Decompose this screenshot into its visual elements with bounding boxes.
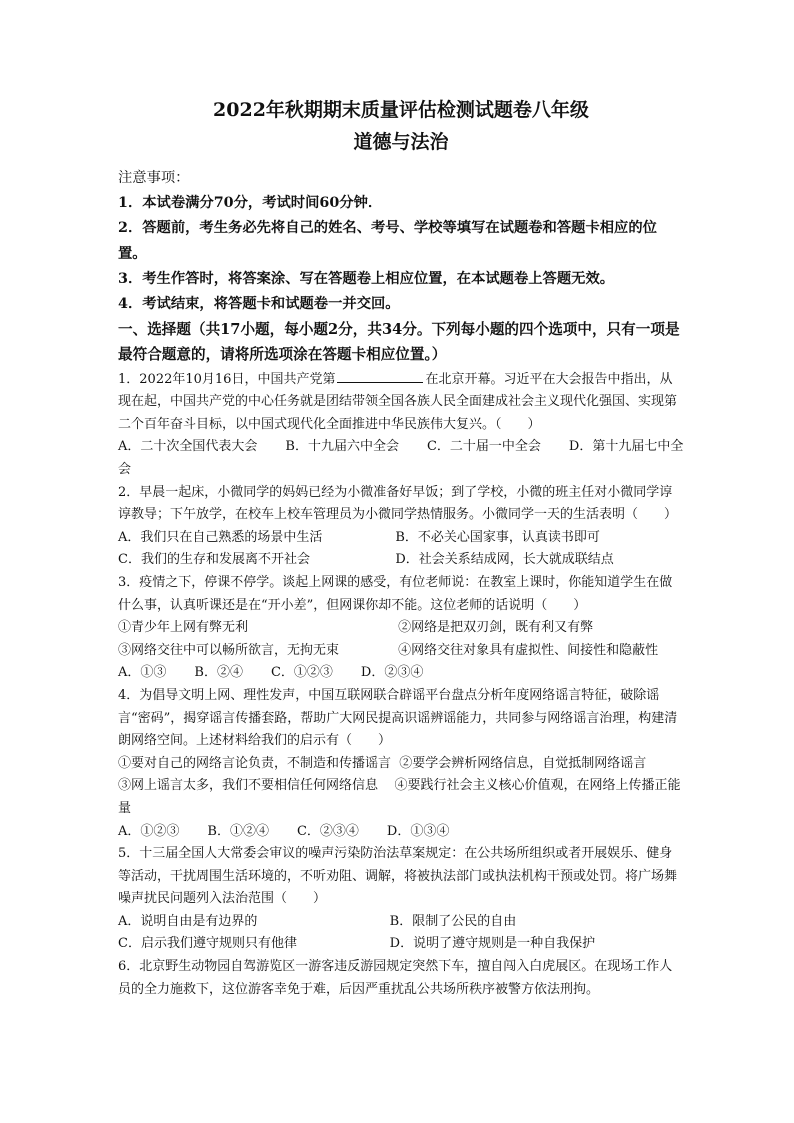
statement-1: ①青少年上网有弊无利 [118,620,249,636]
option-a: A．二十次全国代表大会 [118,439,258,455]
question-2-options [118,527,684,572]
question-3-stem: 3．疫情之下，停课不停学。谈起上网课的感受，有位老师说：在教室上课时，你能知道学生在做什么事，认真听课还是在“开小差”，但网课你却不能。这位老师的话说明（ ） [118,574,673,613]
option-a: A．①②③ [118,823,180,839]
option-d: D．社会关系结成网，长大就成联结点 [395,552,614,568]
option-a: A．①③ [118,665,167,681]
question-2-stem: 2．早晨一起床，小微同学的妈妈已经为小微准备好早饭；到了学校，小微的班主任对小微同学谆谆教导；下午放学，在校车上校车管理员为小微同学热情服务。小微同学一天的生活表明（ ） [118,484,678,523]
question-6 [118,956,684,1001]
notice-item: 2．答题前，考生务必先将自己的姓名、考号、学校等填写在试题卷和答题卡相应的位置。 [118,220,657,262]
option-d: D．②③④ [360,665,424,681]
question-1-options [118,436,684,481]
question-5 [118,843,684,956]
option-a: A．我们只在自己熟悉的场景中生活 [118,529,323,545]
question-6-stem: 6．北京野生动物园自驾游览区一游客违反游园规定突然下车，擅自闯入白虎展区。在现场工作人员的全力施救下，这位游客幸免于难，后因严重扰乱公共场所秩序被警方依法刑拘。 [118,959,673,997]
question-4-stem: 4．为倡导文明上网、理性发声，中国互联网联合辟谣平台盘点分析年度网络谣言特征，破除谣言“密码”，揭穿谣言传播套路，帮助广大网民提高识谣辨谣能力，共同参与网络谣言治理，构建清朗网络空间。上述材料给我们的启示有（ ） [118,687,678,749]
statement-3: ③网上谣言太多，我们不要相信任何网络信息 [118,778,379,794]
option-c: C．我们的生存和发展离不开社会 [118,552,310,568]
question-2 [118,482,684,572]
question-1-stem-pre: 1．2022年10月16日，中国共产党第 [118,371,336,387]
statement-3: ③网络交往中可以畅所欲言，无拘无束 [118,642,340,658]
statement-1: ①要对自己的网络言论负责，不制造和传播谣言 [118,755,392,771]
question-4 [118,685,684,843]
option-b: B．②④ [194,665,243,681]
question-4-options [118,821,684,844]
question-3-options [118,662,684,685]
option-c: C．启示我们遵守规则只有他律 [118,936,297,952]
question-4-statements [118,753,684,821]
question-3 [118,572,684,685]
notice-item: 4．考试结束，将答题卡和试题卷一并交回。 [118,296,400,313]
notice-item: 1．本试卷满分70分，考试时间60分钟． [118,195,383,212]
notice-block [118,166,684,317]
option-b: B．①②④ [207,823,269,839]
exam-title: 2022年秋期期末质量评估检测试题卷八年级 [213,99,589,121]
exam-page [118,96,684,1001]
question-1-stem [118,368,684,437]
option-c: C．②③④ [296,823,359,839]
option-d: D．第十九届七中全会 [118,439,684,477]
notice-heading: 注意事项： [118,170,190,186]
option-d: D．说明了遵守规则是一种自我保护 [389,936,596,952]
statement-2: ②网络是把双刃剑，既有利又有弊 [398,620,594,636]
option-b: B．不必关心国家事，认真读书即可 [395,529,600,545]
statement-2: ②要学会辨析网络信息，自觉抵制网络谣言 [399,755,647,771]
question-1 [118,368,684,482]
question-5-options [118,911,684,956]
option-a: A．说明自由是有边界的 [118,913,258,929]
answer-blank [337,368,423,383]
statement-4: ④网络交往对象具有虚拟性、间接性和隐蔽性 [398,642,659,658]
option-b: B．限制了公民的自由 [389,913,517,929]
question-5-stem: 5．十三届全国人大常委会审议的噪声污染防治法草案规定：在公共场所组织或者开展娱乐、健身等活动，干扰周围生活环境的，不听劝阻、调解，将被执法部门或执法机构干预或处罚。将广场舞噪声扰民问题列入法治范围（ ） [118,846,678,907]
option-d: D．①③④ [386,823,450,839]
option-c: C．二十届一中全会 [426,439,541,455]
option-b: B．十九届六中全会 [285,439,399,455]
exam-subject: 道德与法治 [353,131,449,153]
question-3-statements [118,617,684,662]
statement-row-2 [118,775,684,820]
statement-4: ④要践行社会主义核心价值观，在网络上传播正能量 [118,778,681,816]
section-heading: 一、选择题（共17小题，每小题2分，共34分。下列每小题的四个选项中，只有一项是最符合题意的，请将所选项涂在答题卡相应位置。） [118,321,680,364]
question-1-stem-post: 在北京开幕。习近平在大会报告中指出，从现在起，中国共产党的中心任务就是团结带领全国各族人民全面建成社会主义现代化强国、实现第二个百年奋斗目标，以中国式现代化全面推进中华民族伟大复兴。（ ） [118,371,678,432]
option-c: C．①②③ [270,665,333,681]
notice-item: 3．考生作答时，将答案涂、写在答题卷上相应位置，在本试题卷上答题无效。 [118,270,615,287]
statement-row-1 [118,753,684,776]
